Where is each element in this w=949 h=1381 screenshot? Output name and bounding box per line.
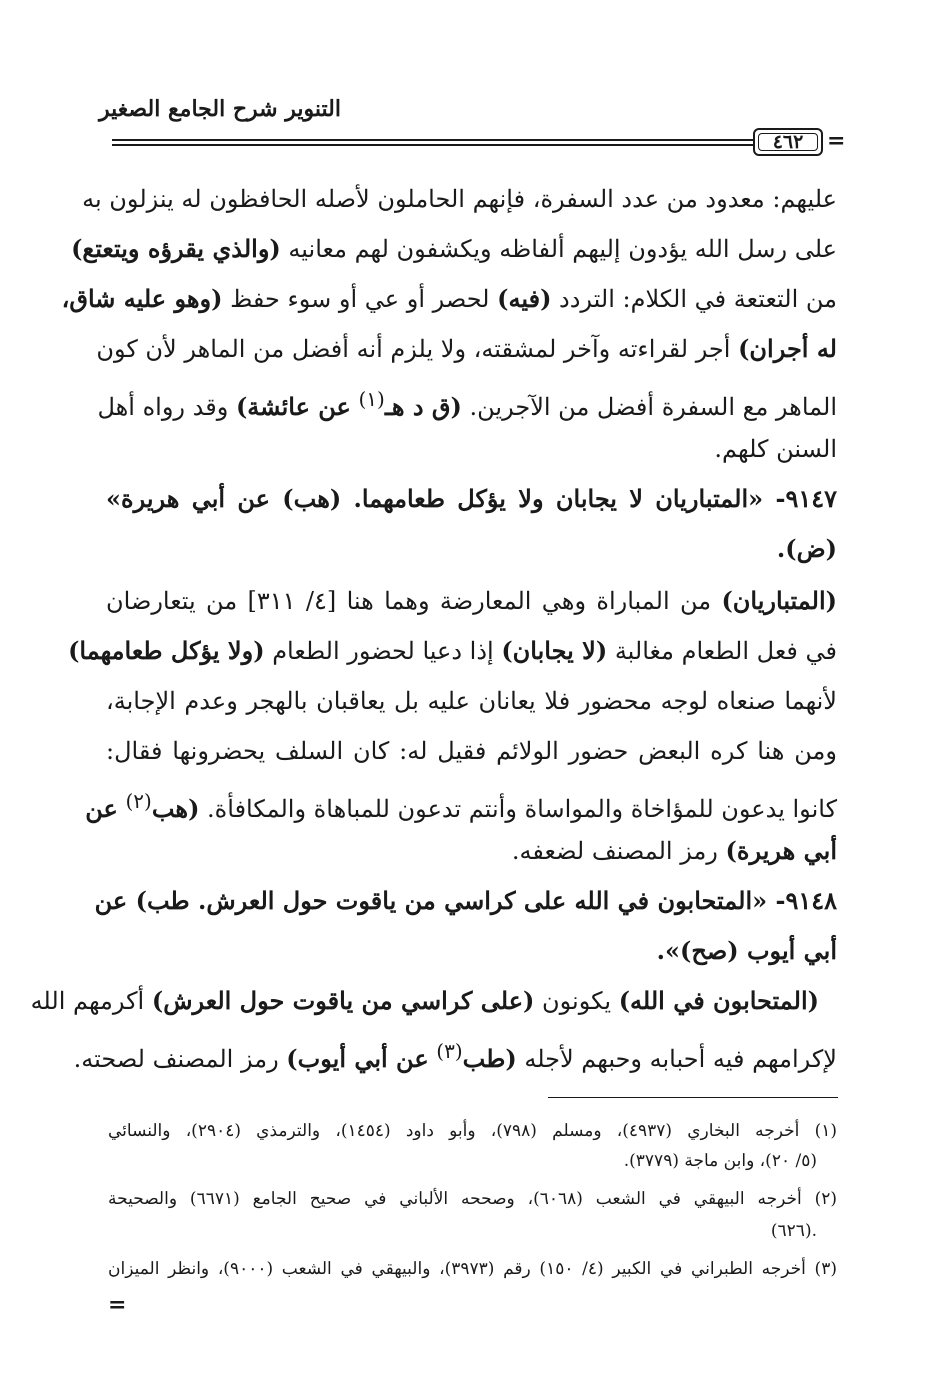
page-number-frame xyxy=(753,128,823,156)
text-line: (المتباريان) من المباراة وهي المعارضة وهما هنا [٤/ ٣١١] من يتعارضان xyxy=(106,586,838,615)
text-line: أبي أيوب (صح)». xyxy=(656,936,837,965)
text-line: أبي هريرة) رمز المصنف لضعفه. xyxy=(511,836,837,865)
text-line: من التعتعة في الكلام: التردد (فيه) لحصر أو عي أو سوء حفظ (وهو عليه شاق، xyxy=(61,284,837,313)
text-line: على رسل الله يؤدون إليهم ألفاظه ويكشفون لهم معانيه (والذي يقرؤه ويتعتع) xyxy=(71,234,837,263)
text-line: عليهم: معدود من عدد السفرة، فإنهم الحاملون لأصله الحافظون له ينزلون به xyxy=(82,185,837,213)
footnote-separator xyxy=(548,1097,838,1098)
text-line: لأنهما صنعاه لوجه محضور فلا يعانان عليه بل يعاقبان بالهجر وعدم الإجابة، xyxy=(106,687,837,715)
header-continuation-mark: = xyxy=(827,128,846,154)
text-line: ٩١٤٨- «المتحابون في الله على كراسي من ياقوت حول العرش. طب) عن xyxy=(94,886,837,915)
text-line: كانوا يدعون للمؤاخاة والمواساة وأنتم تدعون للمباهاة والمكافأة. (هب$^{(٢)}$ عن xyxy=(85,789,837,823)
page-number: ٤٦٢ xyxy=(772,131,804,153)
running-header-title: التنوير شرح الجامع الصغير xyxy=(99,96,341,122)
footnote-line: (٢) أخرجه البيهقي في الشعب (٦٠٦٨)، وصححه الألباني في صحيح الجامع (٦٦٧١) والصحيحة xyxy=(108,1189,837,1209)
footnote-continuation-mark: = xyxy=(108,1292,127,1318)
header-rule-bottom xyxy=(112,144,753,146)
text-line: لإكرامهم فيه أحبابه وحبهم لأجله (طب$^{(٣)}$ عن أبي أيوب) رمز المصنف لصحته. xyxy=(73,1039,837,1073)
text-line: السنن كلهم. xyxy=(714,435,837,463)
text-line: (ض). xyxy=(776,534,837,563)
text-line: في فعل الطعام مغالبة (لا يجابان) إذا دعيا لحضور الطعام (ولا يؤكل طعامهما) xyxy=(68,636,837,665)
text-line: له أجران) أجر لقراءته وآخر لمشقته، ولا يلزم أنه أفضل من الماهر لأن كون xyxy=(96,334,837,363)
text-line: (المتحابون في الله) يكونون (على كراسي من ياقوت حول العرش) أكرمهم الله xyxy=(30,986,819,1015)
footnote-line: (٦٢٦). xyxy=(770,1221,817,1241)
text-line: الماهر مع السفرة أفضل من الآجرين. (ق د هـ$^{(١)}$ عن عائشة) وقد رواه أهل xyxy=(97,387,837,421)
footnote-line: (٣) أخرجه الطبراني في الكبير (٤/ ١٥٠) رقم (٣٩٧٣)، والبيهقي في الشعب (٩٠٠٠)، وانظر الميزان xyxy=(108,1259,837,1279)
footnote-line: (٥/ ٢٠)، وابن ماجة (٣٧٧٩). xyxy=(623,1151,817,1171)
header-rule-top xyxy=(112,139,753,141)
text-line: ومن هنا كره البعض حضور الولائم فقيل له: كان السلف يحضرونها فقال: xyxy=(106,737,837,765)
text-line: ٩١٤٧- «المتباريان لا يجابان ولا يؤكل طعامهما. (هب) عن أبي هريرة» xyxy=(106,484,837,513)
footnote-line: (١) أخرجه البخاري (٤٩٣٧)، ومسلم (٧٩٨)، وأبو داود (١٤٥٤)، والترمذي (٢٩٠٤)، والنسائي xyxy=(108,1121,838,1141)
